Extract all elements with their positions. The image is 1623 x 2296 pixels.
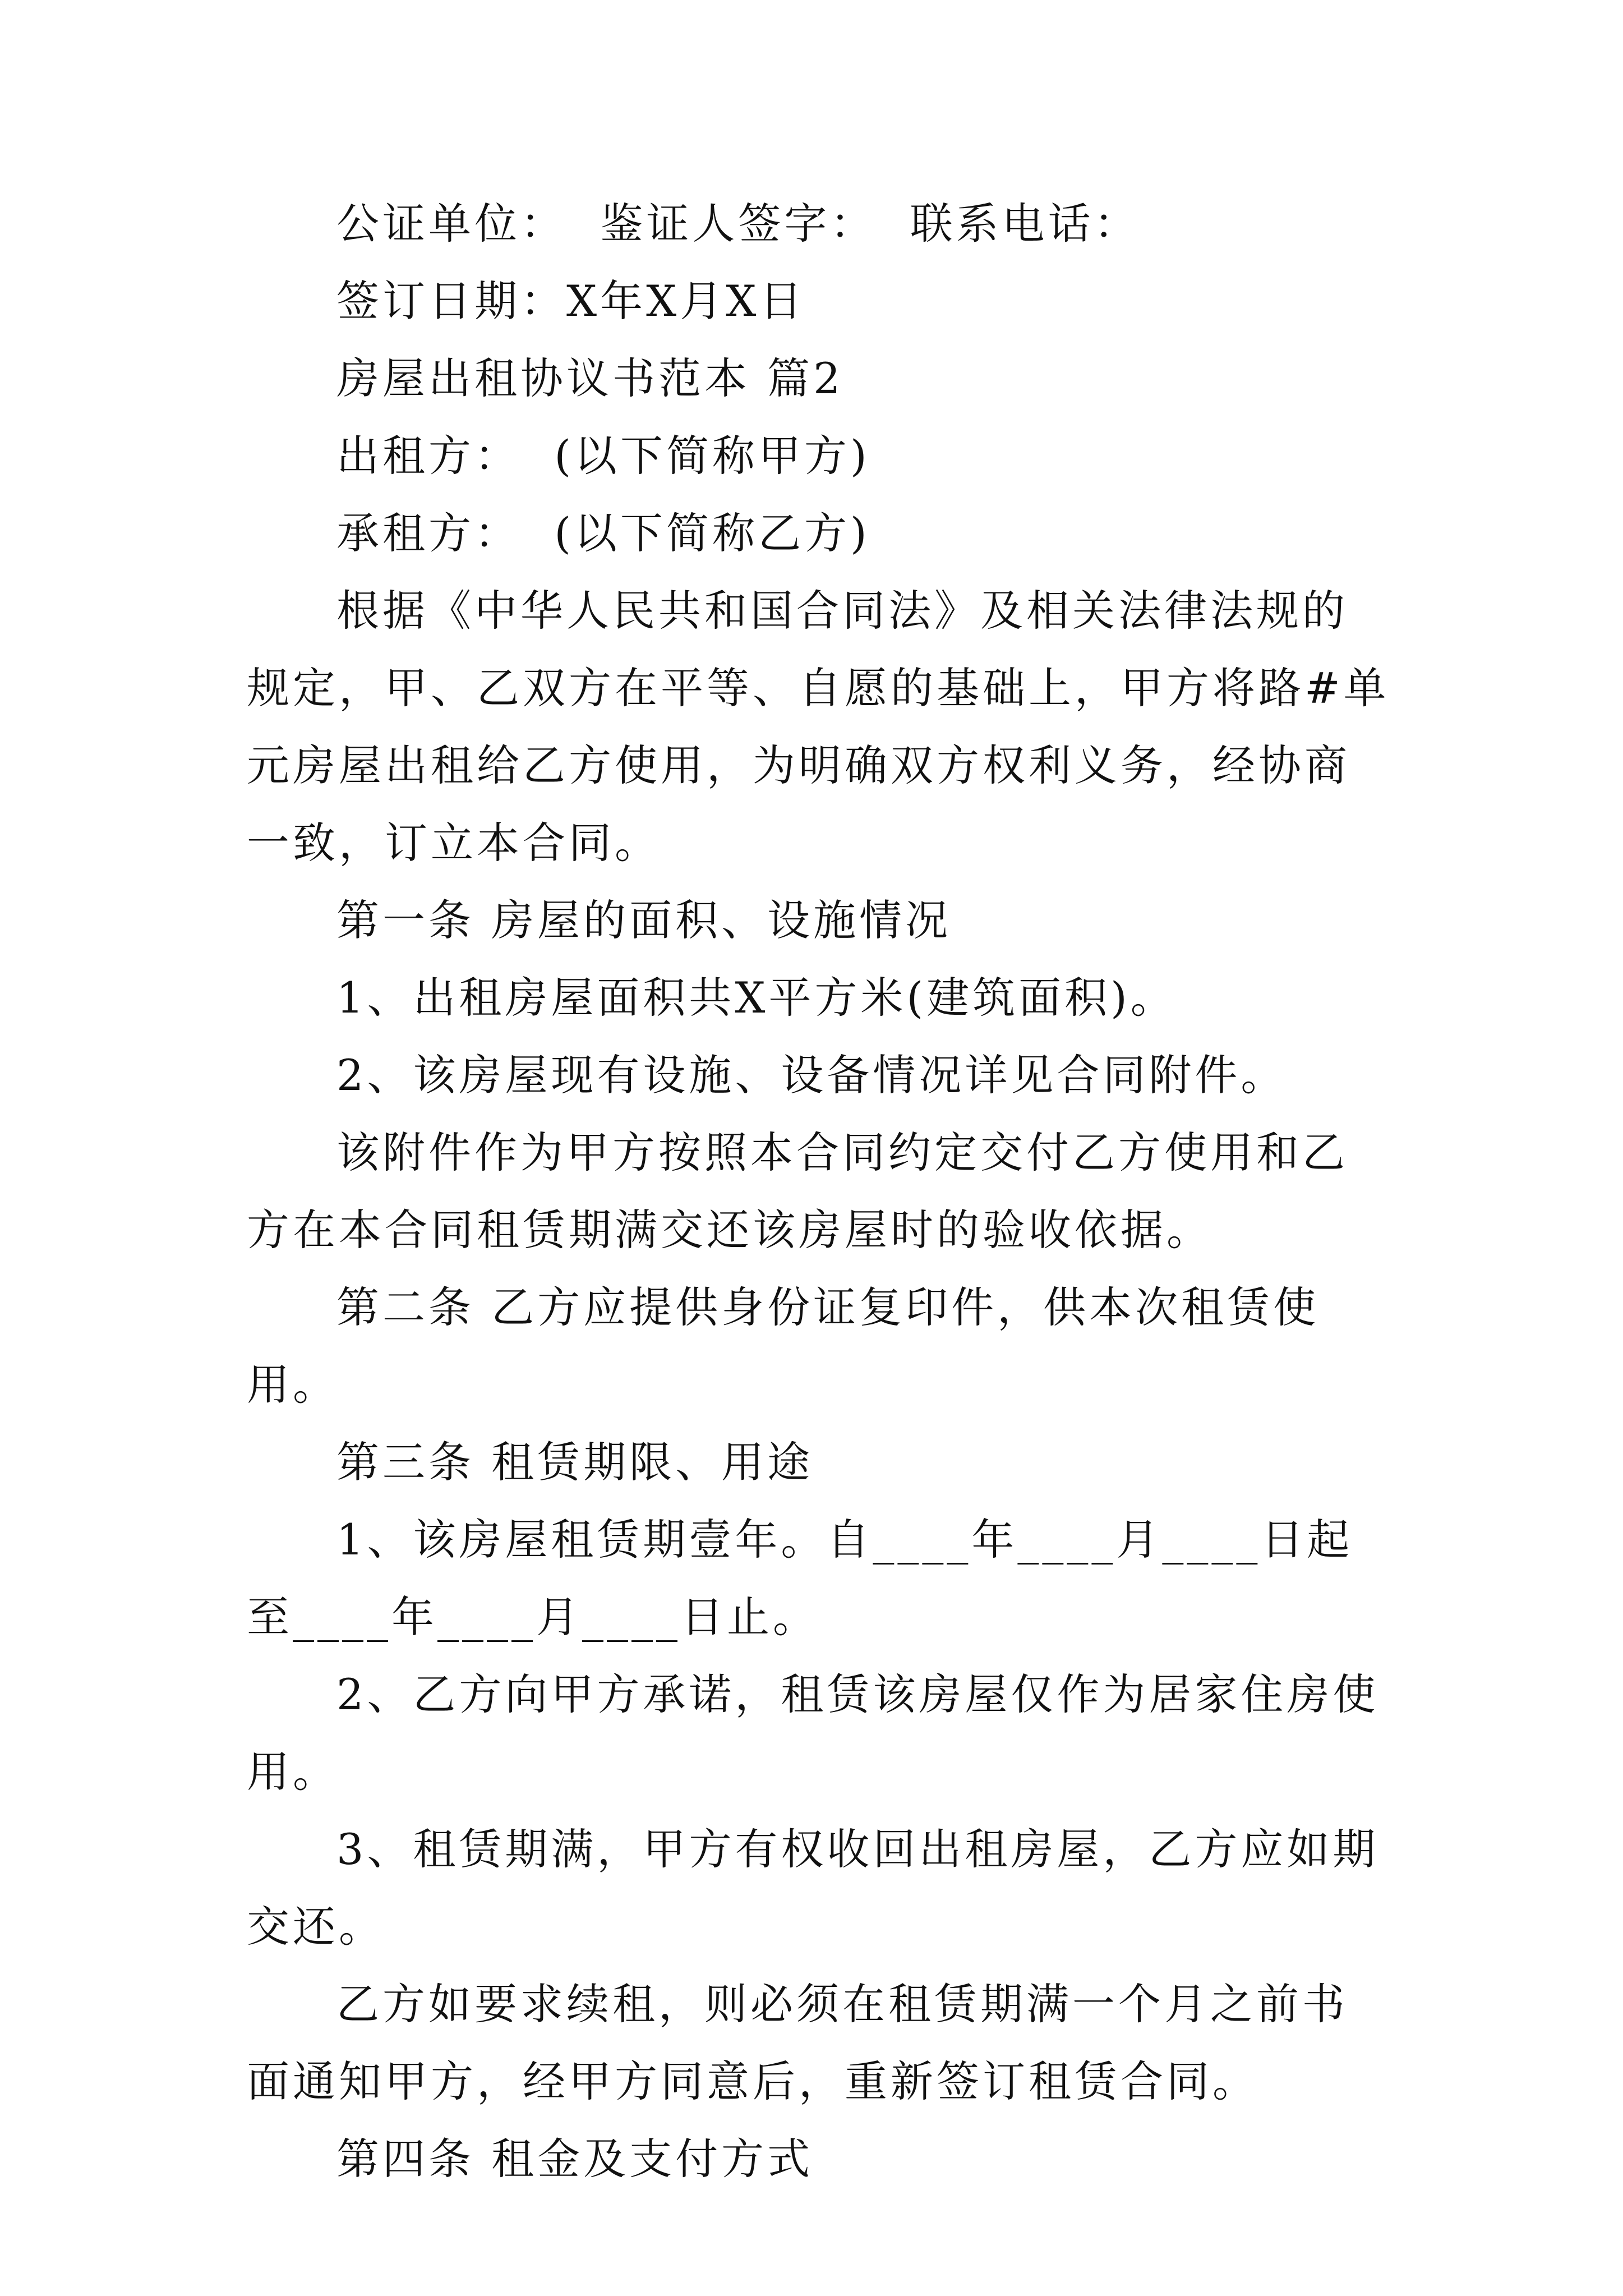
article-3-item-2: 2、乙方向甲方承诺，租赁该房屋仅作为居家住房使用。	[247, 1669, 1379, 1797]
lessee-line: 承租方： (以下简称乙方)	[336, 508, 870, 558]
document-body	[247, 185, 1391, 2198]
article-3-heading: 第三条 租赁期限、用途	[336, 1437, 814, 1487]
article-1-heading: 第一条 房屋的面积、设施情况	[336, 895, 952, 945]
article-1-annex-paragraph: 该附件作为甲方按照本合同约定交付乙方使用和乙方在本合同租赁期满交还该房屋时的验收依据。	[247, 1128, 1348, 1255]
section-title: 房屋出租协议书范本 篇2	[336, 353, 844, 403]
notary-signature-line: 公证单位： 鉴证人签字： 联系电话：	[336, 199, 1140, 249]
signing-date-line: 签订日期：X年X月X日	[336, 276, 806, 326]
preamble-paragraph: 根据《中华人民共和国合同法》及相关法律法规的规定，甲、乙双方在平等、自愿的基础上，甲方将路#单元房屋出租给乙方使用，为明确双方权利义务，经协商一致，订立本合同。	[247, 586, 1390, 868]
article-3-item-3: 3、租赁期满，甲方有权收回出租房屋，乙方应如期交还。	[247, 1824, 1379, 1952]
lessor-line: 出租方： (以下简称甲方)	[336, 431, 870, 481]
article-2-heading: 第二条 乙方应提供身份证复印件，供本次租赁使用。	[247, 1282, 1320, 1410]
article-1-item-1: 1、出租房屋面积共X平方米(建筑面积)。	[336, 973, 1177, 1023]
renewal-paragraph: 乙方如要求续租，则必须在租赁期满一个月之前书面通知甲方，经甲方同意后，重新签订租赁合同。	[247, 1979, 1348, 2106]
article-3-item-1: 1、该房屋租赁期壹年。自____年____月____日起至____年____月____日止。	[247, 1515, 1353, 1642]
article-1-item-2: 2、该房屋现有设施、设备情况详见合同附件。	[336, 1050, 1287, 1100]
article-4-heading: 第四条 租金及支付方式	[336, 2134, 814, 2184]
